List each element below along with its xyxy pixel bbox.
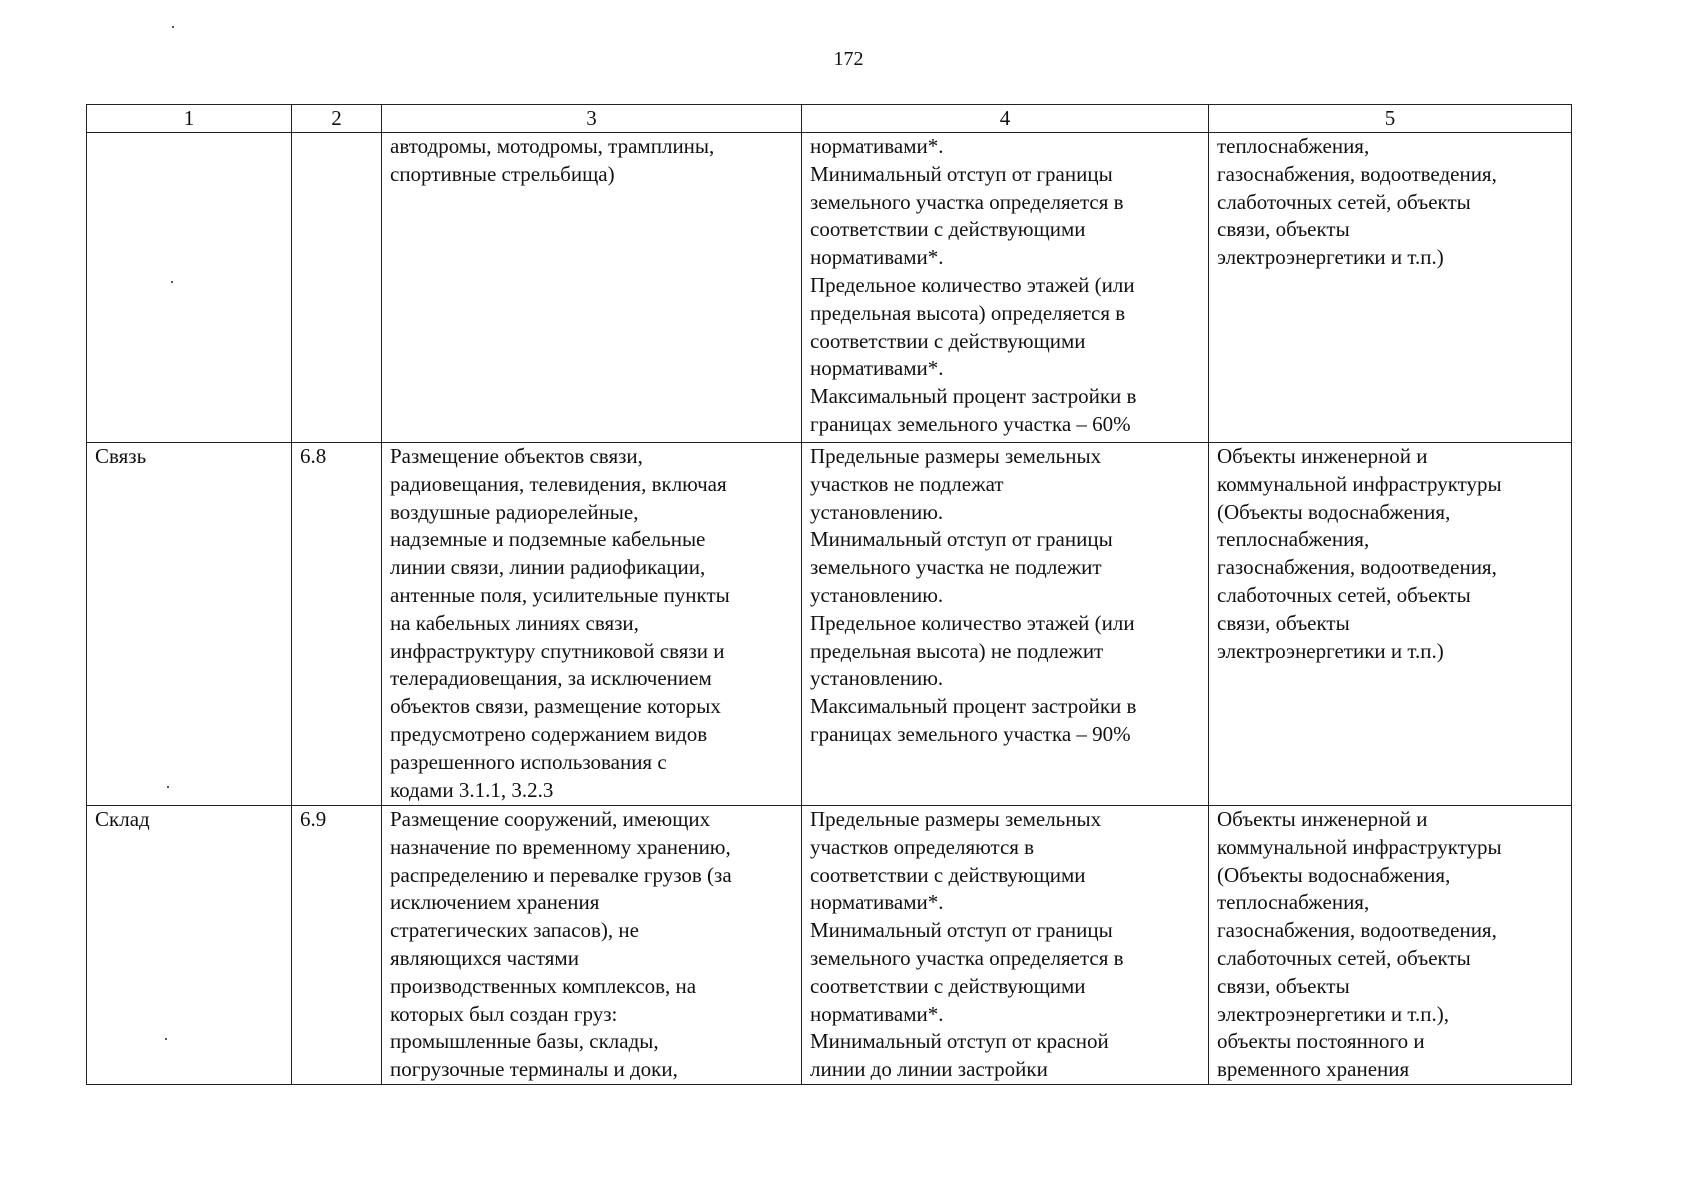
scan-speck: [165, 1038, 167, 1040]
auxiliary-uses-cell: Объекты инженерной и коммунальной инфраструктуры (Объекты водоснабжения, теплоснабжения, газоснабжения, водоотведения, слаботочных сетей, объекты связи, объекты электроэнергетики и т.п.): [1209, 443, 1572, 806]
column-header-1: 1: [87, 105, 292, 133]
zoning-table: [86, 104, 1572, 1085]
use-name-cell: [87, 133, 292, 443]
table-row: [87, 443, 1572, 806]
page-number: 172: [833, 48, 864, 70]
scan-speck: [172, 26, 174, 28]
auxiliary-uses-cell: Объекты инженерной и коммунальной инфраструктуры (Объекты водоснабжения, теплоснабжения, газоснабжения, водоотведения, слаботочных сетей, объекты связи, объекты электроэнергетики и т.п.), объекты постоянного и временного хранения: [1209, 806, 1572, 1085]
parameters-cell: Предельные размеры земельных участков определяются в соответствии с действующими нормативами*. Минимальный отступ от границы земельного участка определяется в соответствии с действующими нормативами*. Минимальный отступ от красной линии до линии застройки: [802, 806, 1209, 1085]
parameters-cell: нормативами*. Минимальный отступ от границы земельного участка определяется в соответствии с действующими нормативами*. Предельное количество этажей (или предельная высота) определяется в соответствии с действующими нормативами*. Максимальный процент застройки в границах земельного участка – 60%: [802, 133, 1209, 443]
header-row: [87, 105, 1572, 133]
column-header-2: 2: [292, 105, 382, 133]
table-row: [87, 133, 1572, 443]
use-name-cell: Склад: [87, 806, 292, 1085]
table-row: [87, 806, 1572, 1085]
use-code-cell: 6.8: [292, 443, 382, 806]
column-header-3: 3: [382, 105, 802, 133]
parameters-cell: Предельные размеры земельных участков не подлежат установлению. Минимальный отступ от границы земельного участка не подлежит установлению. Предельное количество этажей (или предельная высота) не подлежит установлению. Максимальный процент застройки в границах земельного участка – 90%: [802, 443, 1209, 806]
column-header-4: 4: [802, 105, 1209, 133]
use-code-cell: 6.9: [292, 806, 382, 1085]
auxiliary-uses-cell: теплоснабжения, газоснабжения, водоотведения, слаботочных сетей, объекты связи, объекты электроэнергетики и т.п.): [1209, 133, 1572, 443]
use-code-cell: [292, 133, 382, 443]
use-description-cell: автодромы, мотодромы, трамплины, спортивные стрельбища): [382, 133, 802, 443]
scan-speck: [167, 786, 169, 788]
scan-speck: [171, 281, 173, 283]
use-description-cell: Размещение объектов связи, радиовещания, телевидения, включая воздушные радиорелейные, надземные и подземные кабельные линии связи, линии радиофикации, антенные поля, усилительные пункты на кабельных линиях связи, инфраструктуру спутниковой связи и телерадиовещания, за исключением объектов связи, размещение которых предусмотрено содержанием видов разрешенного использования с кодами 3.1.1, 3.2.3: [382, 443, 802, 806]
use-name-cell: Связь: [87, 443, 292, 806]
column-header-5: 5: [1209, 105, 1572, 133]
use-description-cell: Размещение сооружений, имеющих назначение по временному хранению, распределению и перевалке грузов (за исключением хранения стратегических запасов), не являющихся частями производственных комплексов, на которых был создан груз: промышленные базы, склады, погрузочные терминалы и доки,: [382, 806, 802, 1085]
